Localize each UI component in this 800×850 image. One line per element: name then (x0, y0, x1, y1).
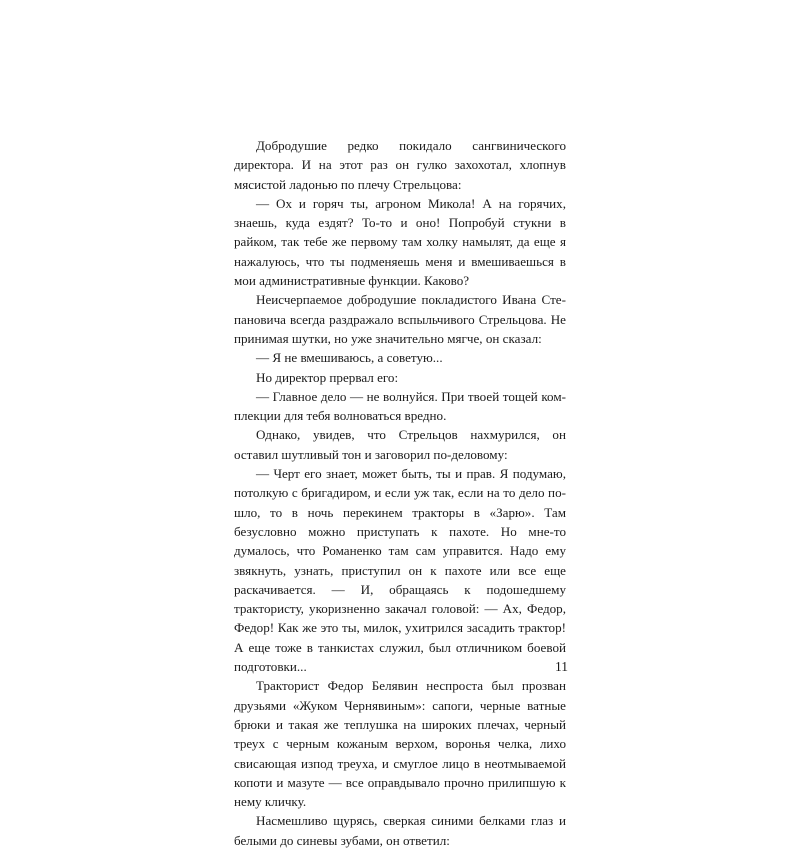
paragraph: — Ох и горяч ты, агроном Микола! А на горячих, знаешь, куда ездят? То-то и оно! Попробуй стукни в райком, так тебе же первому там холку намылят, да еще я нажалуюсь, что ты подменяешь меня и вмешиваешься в мои административные функции. Каково? (234, 195, 566, 289)
paragraph: — Главное дело — не волнуйся. При твоей тощей комплекции для тебя волноваться вредно. (234, 388, 566, 424)
paragraph: Тракторист Федор Белявин неспроста был прозван друзьями «Жуком Чернявиным»: сапоги, черные ватные брюки и такая же теплушка на широких плечах, черный треух с черным кожаным верхом, воронья челка, лихо свисающая изпод треуха, и смуглое лицо в неотмываемой копоти и мазуте — все оправдывало прочно прилипшую к нему кличку. (234, 678, 566, 810)
paragraph: — Черт его знает, может быть, ты и прав. Я подумаю, потолкую с бригадиром, и если уж так, если на то дело пошло, то в ночь перекинем тракторы в «Зарю». Там безусловно можно приступать к пахоте. Но мне-то думалось, что Романенко там сам управится. Надо ему звякнуть, узнать, приступил он к пахоте или все еще раскачивается. — И, обращаясь к подошедшему трактористу, укоризненно закачал головой: — Ах, Федор, Федор! Как же это ты, милок, ухитрился засадить трактор! А еще тоже в танкистах служил, был отличником боевой подготовки... (234, 466, 566, 675)
page-number: 11 (555, 659, 568, 674)
paragraph: Насмешливо щурясь, сверкая синими белками глаз и белыми до синевы зубами, он ответил: (234, 813, 566, 848)
paragraph: Неисчерпаемое добродушие покладистого Ивана Степановича всегда раздражало вспыльчивого Стрельцова. Не принимая шутки, но уже значительно мягче, он сказал: (234, 292, 566, 346)
paragraph: Однако, увидев, что Стрельцов нахмурился, он оставил шутливый тон и заговорил по-деловому: (234, 427, 566, 462)
page-text (234, 136, 566, 850)
paragraph: Но директор прервал его: (256, 369, 399, 385)
paragraph: — Я не вмешиваюсь, а советую... (256, 350, 443, 366)
paragraph: Добродушие редко покидало сангвинического директора. И на этот раз он гулко захохотал, хлопнув мясистой ладонью по плечу Стрельцова: (234, 138, 566, 192)
